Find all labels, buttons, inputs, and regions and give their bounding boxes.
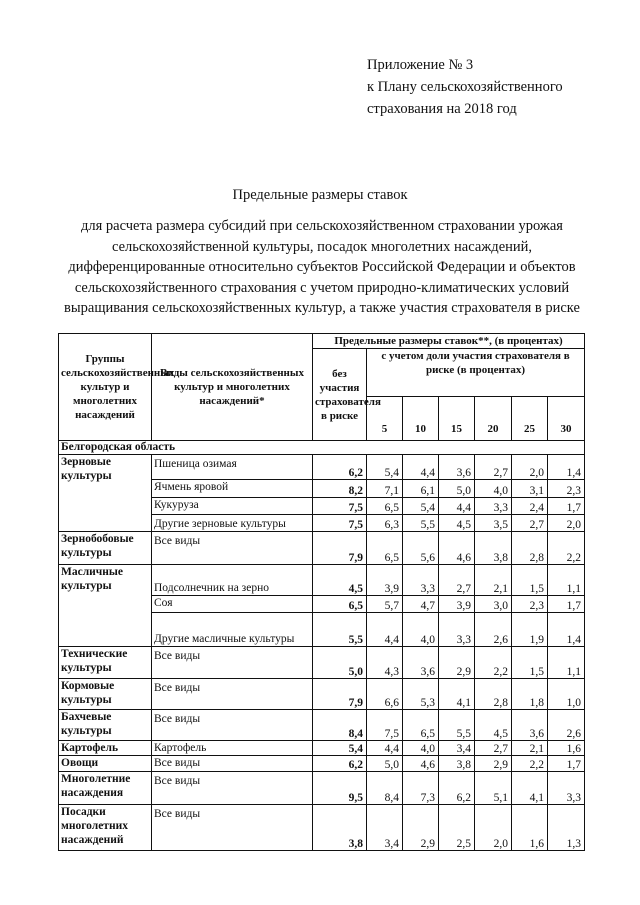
- header-share-20: 20: [475, 397, 512, 441]
- rate-share-5: 8,4: [367, 772, 403, 805]
- crop-type: Все виды: [152, 647, 313, 679]
- crop-type: Картофель: [152, 741, 313, 756]
- group-name: Технические культуры: [59, 647, 152, 679]
- rate-share-15: 5,5: [439, 710, 475, 741]
- rate-share-5: 5,7: [367, 596, 403, 613]
- rate-share-20: 2,0: [475, 805, 512, 851]
- rate-share-10: 5,4: [403, 498, 439, 515]
- crop-type: Кукуруза: [152, 498, 313, 515]
- rate-no-share: 8,2: [313, 480, 367, 498]
- rates-table: [58, 333, 585, 851]
- header-share-30: 30: [548, 397, 585, 441]
- group-name: Бахчевые культуры: [59, 710, 152, 741]
- rate-no-share: 7,5: [313, 498, 367, 515]
- rate-share-30: 1,7: [548, 498, 585, 515]
- rate-share-5: 4,3: [367, 647, 403, 679]
- table-row: [59, 532, 585, 565]
- table-row: [59, 756, 585, 772]
- rate-share-25: 2,8: [512, 532, 548, 565]
- rate-share-20: 2,2: [475, 647, 512, 679]
- rate-share-5: 7,5: [367, 710, 403, 741]
- rate-no-share: 7,5: [313, 515, 367, 532]
- group-name: Посадки многолетних насаждений: [59, 805, 152, 851]
- rate-share-10: 6,1: [403, 480, 439, 498]
- group-name: Кормовые культуры: [59, 679, 152, 710]
- rate-share-25: 2,0: [512, 455, 548, 480]
- rate-share-30: 1,4: [548, 613, 585, 647]
- rate-share-10: 5,6: [403, 532, 439, 565]
- appendix-year: страхования на 2018 год: [367, 101, 517, 117]
- rate-share-25: 1,8: [512, 679, 548, 710]
- table-row: [59, 710, 585, 741]
- header-types: Виды сельскохозяйственных культур и многолетних насаждений*: [152, 334, 313, 441]
- rate-share-30: 2,6: [548, 710, 585, 741]
- rate-share-5: 6,3: [367, 515, 403, 532]
- crop-type: Подсолнечник на зерно: [152, 565, 313, 596]
- rate-share-10: 3,3: [403, 565, 439, 596]
- rate-share-10: 7,3: [403, 772, 439, 805]
- rate-share-5: 5,4: [367, 455, 403, 480]
- rate-no-share: 6,5: [313, 596, 367, 613]
- rate-share-10: 3,6: [403, 647, 439, 679]
- rate-share-20: 2,7: [475, 741, 512, 756]
- rate-share-15: 2,9: [439, 647, 475, 679]
- rate-share-15: 3,9: [439, 596, 475, 613]
- rate-share-20: 3,5: [475, 515, 512, 532]
- table-row: [59, 455, 585, 480]
- rate-share-5: 4,4: [367, 613, 403, 647]
- rate-share-30: 1,4: [548, 455, 585, 480]
- rate-share-15: 4,6: [439, 532, 475, 565]
- group-name: Масличные культуры: [59, 565, 152, 647]
- rate-share-5: 4,4: [367, 741, 403, 756]
- rate-share-25: 2,7: [512, 515, 548, 532]
- rate-share-25: 2,1: [512, 741, 548, 756]
- rate-share-20: 4,0: [475, 480, 512, 498]
- region-row: Белгородская область: [59, 441, 585, 455]
- rate-no-share: 7,9: [313, 532, 367, 565]
- group-name: Картофель: [59, 741, 152, 756]
- rate-share-10: 4,7: [403, 596, 439, 613]
- crop-type: Все виды: [152, 772, 313, 805]
- rate-share-30: 1,0: [548, 679, 585, 710]
- crop-type: Все виды: [152, 756, 313, 772]
- rate-share-25: 2,4: [512, 498, 548, 515]
- rate-share-20: 2,6: [475, 613, 512, 647]
- header-groups: Группы сельскохозяйственных культур и многолетних насаждений: [59, 334, 152, 441]
- table-row: [59, 805, 585, 851]
- rate-share-25: 1,5: [512, 647, 548, 679]
- rate-share-5: 7,1: [367, 480, 403, 498]
- rate-share-20: 2,1: [475, 565, 512, 596]
- rate-share-30: 1,1: [548, 647, 585, 679]
- rate-share-30: 1,7: [548, 596, 585, 613]
- rate-share-10: 4,0: [403, 741, 439, 756]
- group-name: Зерновые культуры: [59, 455, 152, 532]
- rate-share-5: 6,6: [367, 679, 403, 710]
- rate-share-15: 4,4: [439, 498, 475, 515]
- table-row: [59, 679, 585, 710]
- rate-share-20: 4,5: [475, 710, 512, 741]
- rate-share-25: 3,1: [512, 480, 548, 498]
- appendix-number: Приложение № 3: [367, 57, 474, 73]
- rate-share-5: 3,4: [367, 805, 403, 851]
- rate-no-share: 8,4: [313, 710, 367, 741]
- group-name: Зернобобовые культуры: [59, 532, 152, 565]
- appendix-plan: к Плану сельскохозяйственного: [367, 79, 563, 95]
- rate-share-10: 4,0: [403, 613, 439, 647]
- rate-share-20: 3,3: [475, 498, 512, 515]
- rate-share-30: 1,1: [548, 565, 585, 596]
- header-share-10: 10: [403, 397, 439, 441]
- rate-share-5: 5,0: [367, 756, 403, 772]
- rate-share-15: 3,6: [439, 455, 475, 480]
- rate-share-20: 3,8: [475, 532, 512, 565]
- rate-no-share: 9,5: [313, 772, 367, 805]
- rate-share-10: 6,5: [403, 710, 439, 741]
- rate-share-15: 4,1: [439, 679, 475, 710]
- header-no-share: без участия страхователя в риске: [313, 349, 367, 441]
- rate-share-30: 1,7: [548, 756, 585, 772]
- rate-share-30: 2,3: [548, 480, 585, 498]
- rate-share-15: 2,5: [439, 805, 475, 851]
- rate-no-share: 5,4: [313, 741, 367, 756]
- rate-no-share: 6,2: [313, 455, 367, 480]
- rate-share-30: 1,3: [548, 805, 585, 851]
- rate-share-20: 2,8: [475, 679, 512, 710]
- group-name: Многолетние насаждения: [59, 772, 152, 805]
- crop-type: Все виды: [152, 710, 313, 741]
- table-row: [59, 647, 585, 679]
- rate-share-10: 2,9: [403, 805, 439, 851]
- rate-no-share: 5,5: [313, 613, 367, 647]
- appendix-block: [367, 54, 563, 120]
- rate-share-10: 4,6: [403, 756, 439, 772]
- rate-share-30: 1,6: [548, 741, 585, 756]
- rate-share-15: 5,0: [439, 480, 475, 498]
- rate-share-15: 3,3: [439, 613, 475, 647]
- document-subtitle: для расчета размера субсидий при сельскохозяйственном страховании урожая сельскохозяйственной культуры, посадок многолетних насаждений, дифференцированные относительно субъектов Российской Федерации и объектов сельскохозяйственного страхования с учетом природно-климатических условий выращивания сельскохозяйственных культур, а также участия страхователя в риске: [64, 218, 580, 316]
- header-limits: Предельные размеры ставок**, (в процентах): [313, 334, 585, 349]
- rate-no-share: 5,0: [313, 647, 367, 679]
- rate-share-5: 3,9: [367, 565, 403, 596]
- rate-share-25: 1,9: [512, 613, 548, 647]
- rate-share-5: 6,5: [367, 498, 403, 515]
- crop-type: Другие масличные культуры: [152, 613, 313, 647]
- rate-share-20: 2,9: [475, 756, 512, 772]
- rate-share-25: 1,6: [512, 805, 548, 851]
- table-row: [59, 772, 585, 805]
- rate-no-share: 7,9: [313, 679, 367, 710]
- crop-type: Ячмень яровой: [152, 480, 313, 498]
- header-share-25: 25: [512, 397, 548, 441]
- rate-no-share: 6,2: [313, 756, 367, 772]
- rate-share-30: 2,0: [548, 515, 585, 532]
- rate-share-15: 2,7: [439, 565, 475, 596]
- rate-share-15: 4,5: [439, 515, 475, 532]
- rate-share-15: 6,2: [439, 772, 475, 805]
- crop-type: Все виды: [152, 532, 313, 565]
- header-share-5: 5: [367, 397, 403, 441]
- rate-share-20: 5,1: [475, 772, 512, 805]
- document-title: Предельные размеры ставок: [232, 187, 408, 203]
- crop-type: Соя: [152, 596, 313, 613]
- rate-share-30: 3,3: [548, 772, 585, 805]
- rate-share-20: 2,7: [475, 455, 512, 480]
- rate-share-25: 1,5: [512, 565, 548, 596]
- crop-type: Пшеница озимая: [152, 455, 313, 480]
- crop-type: Все виды: [152, 805, 313, 851]
- rate-share-25: 3,6: [512, 710, 548, 741]
- rate-share-25: 2,2: [512, 756, 548, 772]
- group-name: Овощи: [59, 756, 152, 772]
- rate-share-15: 3,8: [439, 756, 475, 772]
- rate-share-10: 5,3: [403, 679, 439, 710]
- rate-share-30: 2,2: [548, 532, 585, 565]
- crop-type: Все виды: [152, 679, 313, 710]
- rate-share-20: 3,0: [475, 596, 512, 613]
- rate-share-10: 5,5: [403, 515, 439, 532]
- header-share-15: 15: [439, 397, 475, 441]
- rate-share-15: 3,4: [439, 741, 475, 756]
- table-row: [59, 741, 585, 756]
- rate-share-25: 2,3: [512, 596, 548, 613]
- rate-share-10: 4,4: [403, 455, 439, 480]
- rate-no-share: 3,8: [313, 805, 367, 851]
- rate-share-25: 4,1: [512, 772, 548, 805]
- rate-share-5: 6,5: [367, 532, 403, 565]
- table-row: [59, 565, 585, 596]
- rate-no-share: 4,5: [313, 565, 367, 596]
- crop-type: Другие зерновые культуры: [152, 515, 313, 532]
- header-with-share: с учетом доли участия страхователя в риске (в процентах): [367, 349, 585, 397]
